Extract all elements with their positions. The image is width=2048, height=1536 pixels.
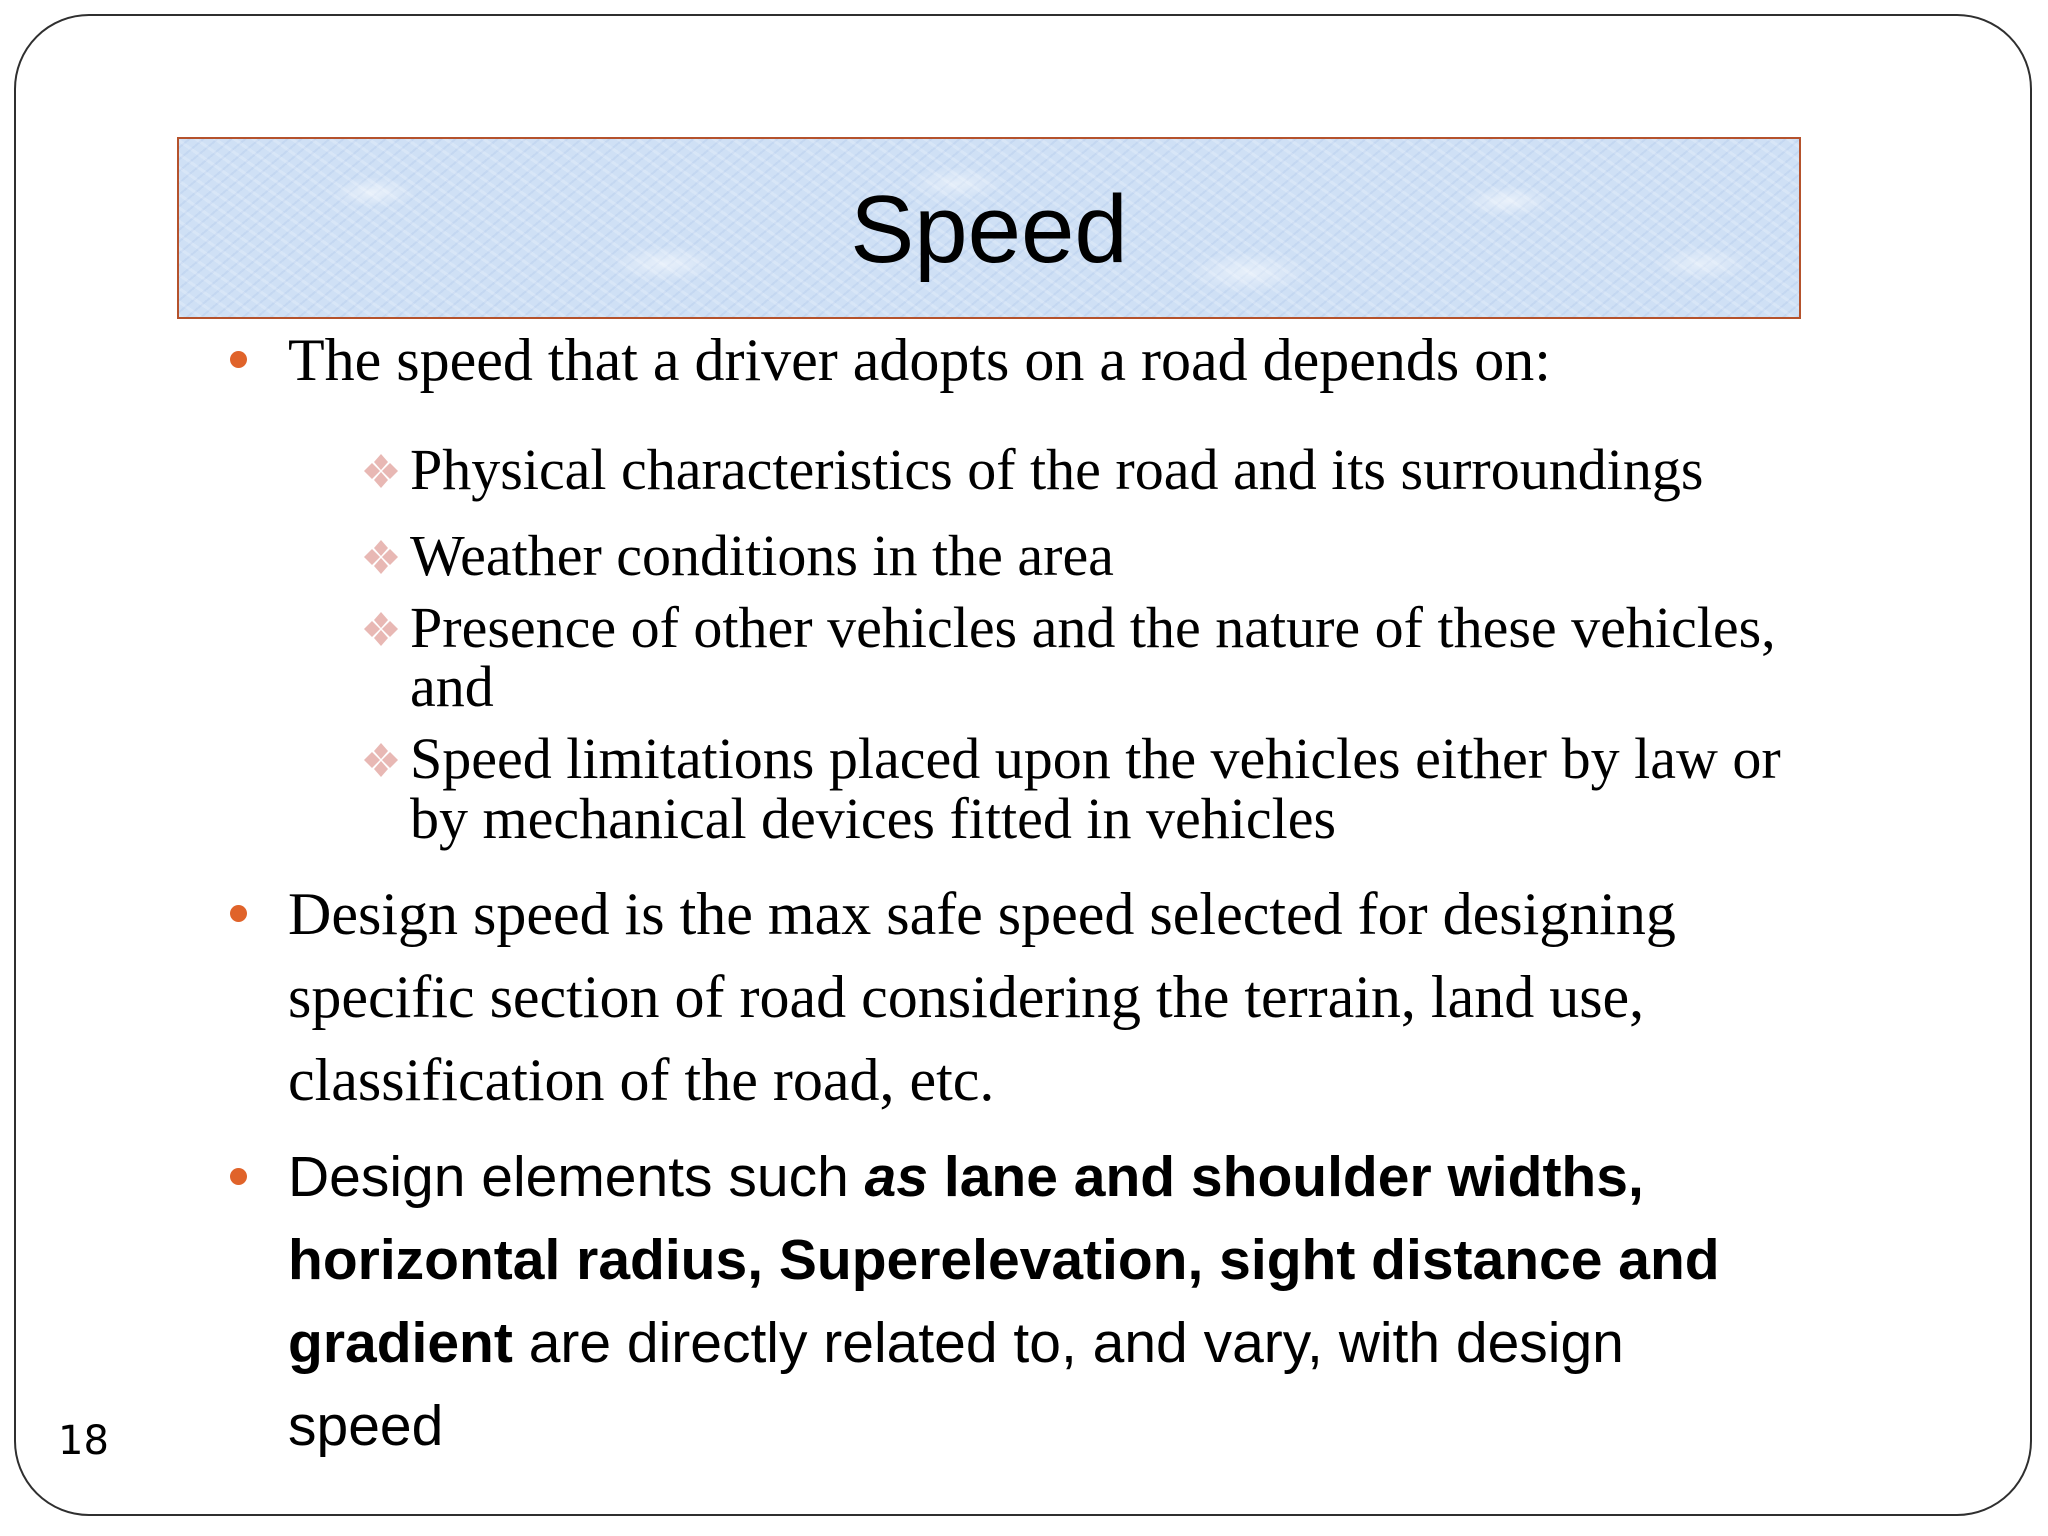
bullet-1-text: The speed that a driver adopts on a road depends on:: [288, 327, 1551, 393]
bullet-3-line3-bold: gradient: [288, 1311, 513, 1375]
sub-item-3-line1: Presence of other vehicles and the nature of these vehicles,: [410, 595, 1776, 660]
bullet-dot-icon: [230, 351, 247, 368]
bullet-dot-icon: [230, 1168, 247, 1185]
bullet-3-line1: [288, 1143, 1644, 1211]
title-banner: [177, 137, 1801, 319]
bullet-3-line3: [288, 1309, 1624, 1377]
sub-item-2-text: Weather conditions in the area: [410, 523, 1114, 588]
bullet-2-line2: specific section of road considering the terrain, land use,: [288, 964, 1645, 1030]
bullet-3-line2: [288, 1226, 1720, 1294]
four-diamond-ornament-icon: [362, 538, 400, 576]
bullet-2-line1: Design speed is the max safe speed selected for designing: [288, 881, 1676, 947]
four-diamond-ornament-icon: [362, 452, 400, 490]
bullet-3-line2-bold: horizontal radius, Superelevation, sight distance and: [288, 1228, 1720, 1292]
bullet-3-line4: [288, 1392, 443, 1460]
four-diamond-ornament-icon: [362, 741, 400, 779]
bullet-2-line3: classification of the road, etc.: [288, 1047, 995, 1113]
sub-item-1-text: Physical characteristics of the road and its surroundings: [410, 437, 1704, 502]
page-number: 18: [58, 1418, 109, 1464]
sub-item-4-line1: Speed limitations placed upon the vehicles either by law or: [410, 726, 1781, 791]
bullet-dot-icon: [230, 905, 247, 922]
bullet-3-line1-bold: lane and shoulder widths,: [928, 1145, 1644, 1209]
slide-title: Speed: [850, 176, 1128, 283]
bullet-3-line4-plain: speed: [288, 1394, 444, 1458]
bullet-3-line3-plain: are directly related to, and vary, with design: [512, 1311, 1624, 1375]
sub-item-3-line2: and: [410, 654, 494, 719]
four-diamond-ornament-icon: [362, 610, 400, 648]
bullet-3-line1-bold-italic: as: [864, 1145, 929, 1209]
bullet-3-line1-plain: Design elements such: [288, 1145, 865, 1209]
sub-item-4-line2: by mechanical devices fitted in vehicles: [410, 786, 1337, 851]
